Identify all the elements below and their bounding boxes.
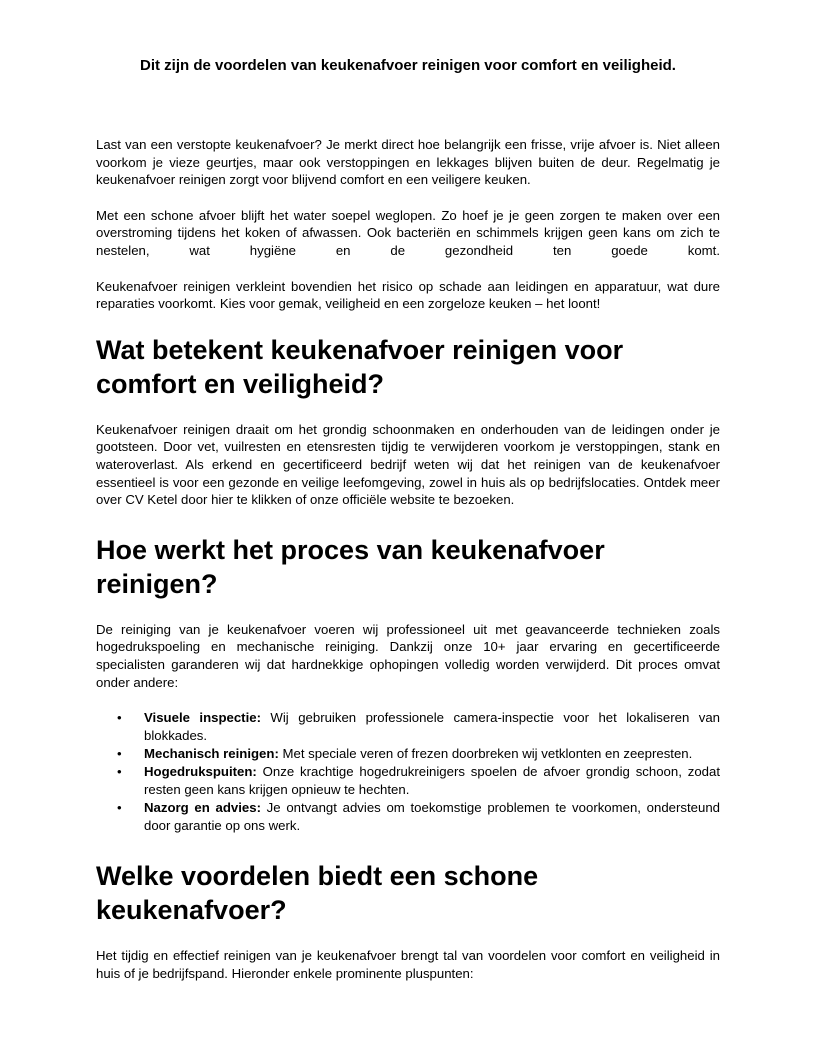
section-heading-process: Hoe werkt het proces van keukenafvoer reinigen? bbox=[96, 534, 605, 599]
section-heading-meaning: Wat betekent keukenafvoer reinigen voor comfort en veiligheid? bbox=[96, 334, 624, 399]
section-benefits-paragraph: Het tijdig en effectief reinigen van je keukenafvoer brengt tal van voordelen voor comfort en veiligheid in huis of je bedrijfspand. Hieronder enkele prominente pluspunten: bbox=[96, 948, 720, 981]
list-item-term: Hogedrukspuiten: bbox=[144, 764, 257, 780]
list-item bbox=[117, 799, 720, 835]
list-item-term: Visuele inspectie: bbox=[144, 710, 261, 726]
intro-paragraph-1: Last van een verstopte keukenafvoer? Je merkt direct hoe belangrijk een frisse, vrije afvoer is. Niet alleen voorkom je vieze geurtjes, maar ook verstoppingen en lekkages blijven buiten de deur. Regelmatig je keukenafvoer reinigen zorgt voor blijvend comfort en een veiligere keuken. bbox=[96, 137, 720, 188]
list-item bbox=[117, 763, 720, 799]
list-item bbox=[117, 745, 720, 763]
section-heading-benefits: Welke voordelen biedt een schone keukenafvoer? bbox=[96, 861, 539, 926]
process-steps-list bbox=[96, 709, 720, 835]
intro-paragraph-3: Keukenafvoer reinigen verkleint bovendien het risico op schade aan leidingen en apparatuur, wat dure reparaties voorkomt. Kies voor gemak, veiligheid en een zorgeloze keuken – het loont! bbox=[96, 278, 720, 312]
document-title: Dit zijn de voordelen van keukenafvoer reinigen voor comfort en veiligheid. bbox=[140, 57, 676, 74]
bullet-icon: • bbox=[117, 764, 122, 780]
bullet-icon: • bbox=[117, 746, 122, 762]
list-item-term: Mechanisch reinigen: bbox=[144, 746, 279, 762]
list-item bbox=[117, 709, 720, 745]
section-process-paragraph: De reiniging van je keukenafvoer voeren wij professioneel uit met geavanceerde technieken zoals hogedrukspoeling en mechanische reiniging. Dankzij onze 10+ jaar ervaring en gecertificeerde specialisten garanderen wij dat hardnekkige ophopingen volledig worden verwijderd. Dit proces omvat onder andere: bbox=[96, 621, 720, 690]
bullet-icon: • bbox=[117, 800, 122, 816]
list-item-text: Je ontvangt advies om toekomstige problemen te voorkomen, ondersteund door garantie op ons werk. bbox=[144, 800, 720, 834]
list-item-text: Onze krachtige hogedrukreinigers spoelen de afvoer grondig schoon, zodat resten geen kans krijgen opnieuw te hechten. bbox=[144, 764, 720, 798]
section-meaning-paragraph: Keukenafvoer reinigen draait om het grondig schoonmaken en onderhouden van de leidingen onder je gootsteen. Door vet, vuilresten en etensresten tijdig te verwijderen voorkom je verstoppingen, stank en wateroverlast. Als erkend en gecertificeerd bedrijf weten wij dat het reinigen van de keukenafvoer essentieel is voor een gezonde en veilige leefomgeving, zowel in huis als op bedrijfslocaties. Ontdek meer over CV Ketel door hier te klikken of onze officiële website te bezoeken. bbox=[96, 421, 720, 508]
intro-section bbox=[96, 136, 720, 313]
intro-paragraph-2: Met een schone afvoer blijft het water soepel weglopen. Zo hoef je je geen zorgen te maken over een overstroming tijdens het koken of afwassen. Ook bacteriën en schimmels krijgen geen kans om zich te nestelen, wat hygiëne en de gezondheid ten goede komt. bbox=[96, 207, 720, 258]
list-item-term: Nazorg en advies: bbox=[144, 800, 261, 816]
list-item-text: Wij gebruiken professionele camera-inspectie voor het lokaliseren van blokkades. bbox=[144, 710, 720, 744]
bullet-icon: • bbox=[117, 710, 122, 726]
list-item-text: Met speciale veren of frezen doorbreken wij vetklonten en zeepresten. bbox=[278, 746, 693, 762]
